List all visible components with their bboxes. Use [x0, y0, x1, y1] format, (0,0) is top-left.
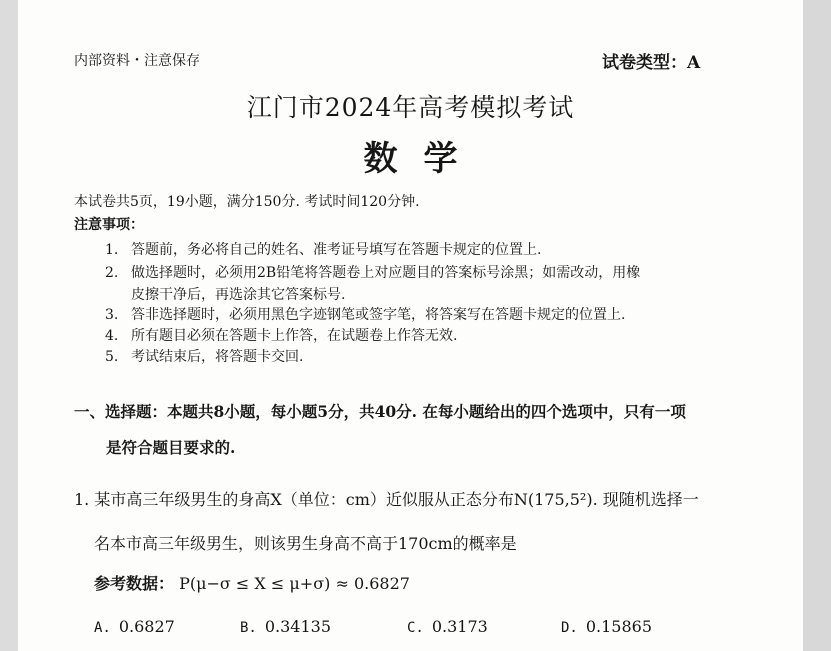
- section-heading-continued: 是符合题目要求的.: [106, 438, 236, 457]
- notice-item-5: [105, 346, 303, 366]
- exam-page: [18, 0, 803, 651]
- viewer-right-margin: [803, 0, 831, 651]
- notice-item-text: 做选择题时，必须用2B铅笔将答题卷上对应题目的答案标号涂黑；如需改动，用橡: [131, 265, 641, 281]
- option-letter: C.: [407, 620, 424, 636]
- exam-intro: 本试卷共5页，19小题，满分150分. 考试时间120分钟.: [74, 194, 420, 210]
- notice-item-2-continued: 皮擦干净后，再选涂其它答案标号.: [131, 287, 346, 303]
- notice-item-number: 3.: [105, 307, 119, 323]
- question-1-stem-continued: 名本市高三年级男生，则该男生身高不高于170cm的概率是: [94, 534, 517, 553]
- notice-item-2: [105, 262, 640, 282]
- notice-item-text: 答非选择题时，必须用黑色字迹钢笔或签字笔，将答案写在答题卡规定的位置上.: [131, 307, 626, 323]
- option-letter: A.: [94, 620, 111, 636]
- notice-item-text: 答题前，务必将自己的姓名、准考证号填写在答题卡规定的位置上.: [131, 242, 542, 258]
- confidential-label: 内部资料・注意保存: [74, 53, 200, 69]
- reference-formula: P(μ−σ ≤ X ≤ μ+σ) ≈ 0.6827: [179, 574, 410, 593]
- paper-type-label: 试卷类型：A: [602, 53, 701, 73]
- notice-heading: 注意事项：: [74, 217, 144, 233]
- reference-data-label: 参考数据：: [94, 574, 175, 593]
- notice-item-3: [105, 304, 625, 324]
- notice-item-number: 4.: [105, 328, 119, 344]
- option-value: 0.34135: [264, 617, 332, 636]
- option-value: 0.6827: [118, 617, 175, 636]
- notice-item-number: 1.: [105, 242, 119, 258]
- reference-data: [94, 571, 410, 594]
- viewer-left-margin: [0, 0, 18, 651]
- option-letter: D.: [561, 620, 578, 636]
- notice-item-text: 考试结束后，将答题卡交回.: [131, 349, 304, 365]
- notice-item-4: [105, 325, 457, 345]
- question-1-stem: 1. 某市高三年级男生的身高X（单位：cm）近似服从正态分布N(175,5²). 现随机选择一: [74, 490, 699, 509]
- option-value: 0.15865: [585, 617, 653, 636]
- exam-title: 江门市2024年高考模拟考试: [246, 93, 575, 122]
- option-a: [94, 617, 175, 636]
- option-value: 0.3173: [431, 617, 488, 636]
- option-c: [407, 617, 488, 636]
- notice-item-1: [105, 239, 541, 259]
- section-heading: 一、选择题：本题共8小题，每小题5分，共40分. 在每小题给出的四个选项中，只有一项: [74, 402, 686, 421]
- notice-item-number: 5.: [105, 349, 119, 365]
- option-d: [561, 617, 652, 636]
- notice-item-text: 所有题目必须在答题卡上作答，在试题卷上作答无效.: [131, 328, 458, 344]
- notice-item-number: 2.: [105, 265, 119, 281]
- option-letter: B.: [240, 620, 257, 636]
- subject-title: 数学: [363, 139, 484, 179]
- option-b: [240, 617, 331, 636]
